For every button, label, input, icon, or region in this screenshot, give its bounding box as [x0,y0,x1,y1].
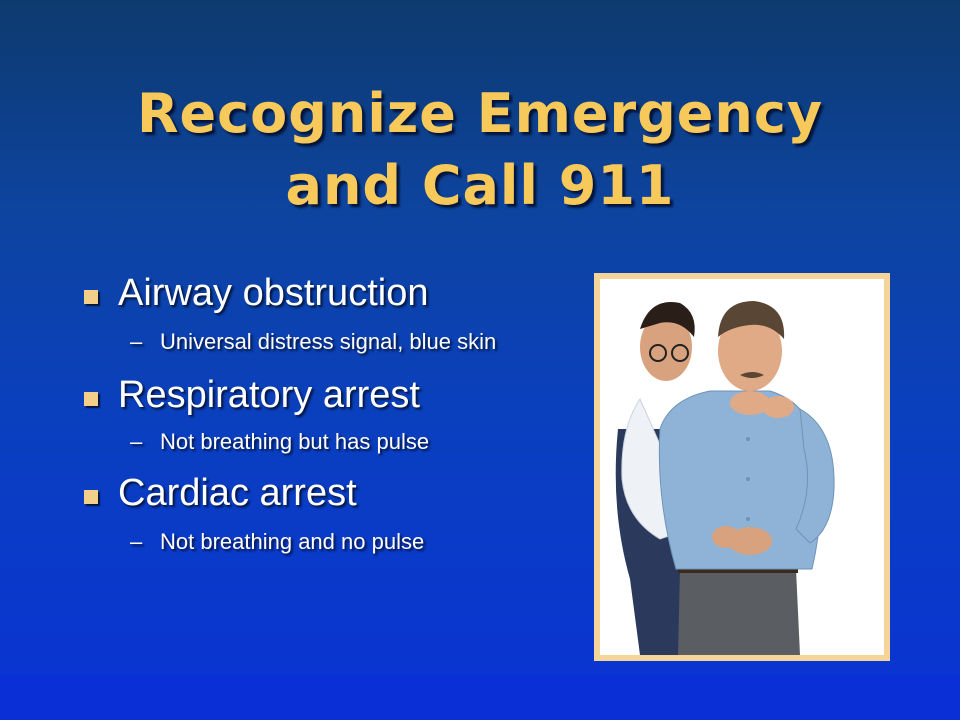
bullet-heading: Cardiac arrest [118,472,357,514]
dash-marker: – [130,529,143,554]
bullet-heading: Airway obstruction [118,272,429,314]
slide-title [0,78,960,222]
dash-marker: – [130,429,143,454]
heimlich-illustration-icon [600,279,884,655]
slide-bottom-band [0,674,960,720]
bullet-heading: Respiratory arrest [118,374,420,416]
choking-rescue-illustration [600,279,884,655]
bullet-square-icon [84,290,98,304]
sub-bullet-text: Universal distress signal, blue skin [160,329,497,354]
title-line-2: and Call 911 [285,154,675,217]
dash-marker: – [130,329,143,354]
title-line-1: Recognize Emergency [136,82,824,145]
bullet-square-icon [84,490,98,504]
sub-bullet-text: Not breathing but has pulse [160,429,430,454]
illustration-frame [594,273,890,661]
sub-bullet-text: Not breathing and no pulse [160,529,425,554]
bullet-square-icon [84,392,98,406]
